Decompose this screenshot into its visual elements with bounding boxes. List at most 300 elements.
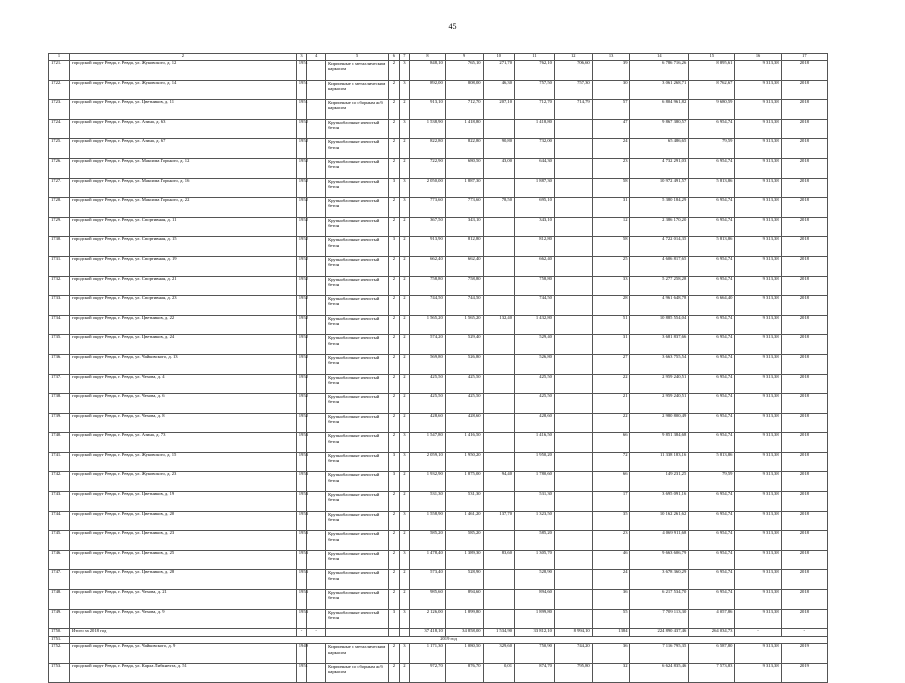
municipal-area-cell	[483, 492, 514, 512]
table-row	[49, 139, 828, 159]
plan-year-cell: 2018	[781, 119, 827, 139]
municipal-area-cell	[483, 413, 514, 433]
empty-cell	[307, 100, 326, 120]
unit-cost-cell: 6 954,74	[689, 590, 735, 610]
private-area-cell: 1 418,80	[515, 119, 555, 139]
floors-cell: 2	[389, 644, 399, 664]
column-number: 11	[515, 54, 555, 61]
row-number-cell: 1725.	[49, 139, 70, 159]
premises-area-cell: 425,50	[445, 394, 483, 414]
total-area-cell: 1 478,40	[410, 550, 446, 570]
unit-cost-cell: 7 573,83	[689, 663, 735, 683]
residents-cell: 66	[592, 433, 630, 453]
address-cell: городской округ Ревда, г. Ревда, ул. Чехова, д. 6	[69, 394, 296, 414]
unit-cost-cell: 6 954,74	[689, 354, 735, 374]
premises-area-cell: 894,60	[445, 590, 483, 610]
wall-material-cell: Крупноблочные ячеистый бетон	[326, 178, 389, 198]
build-year-cell: 1953	[296, 472, 306, 492]
municipal-area-cell: 1 534,90	[483, 629, 514, 637]
unit-cost-cell: 79,59	[689, 472, 735, 492]
floors-cell: 3	[389, 452, 399, 472]
empty-cell	[307, 511, 326, 531]
entrances-cell: 3	[399, 178, 409, 198]
address-cell: городской округ Ревда, г. Ревда, ул. Максима Горького, д. 12	[69, 158, 296, 178]
floors-cell: 2	[389, 413, 399, 433]
build-year-cell: 1952	[296, 119, 306, 139]
residents-cell: 31	[592, 335, 630, 355]
plan-year-cell: 2018	[781, 609, 827, 629]
premises-area-cell: 529,40	[445, 335, 483, 355]
floors-cell: 2	[389, 80, 399, 100]
build-year-cell: 1953	[296, 590, 306, 610]
table-row	[49, 80, 828, 100]
private-area-cell: 662,40	[515, 256, 555, 276]
repair-cost-cell: 6 804 961,82	[630, 100, 689, 120]
plan-year-cell: 2018	[781, 570, 827, 590]
municipal-area-cell: 0,01	[483, 663, 514, 683]
row-number-cell: 1741.	[49, 452, 70, 472]
total-area-cell: 367,50	[410, 217, 446, 237]
entrances-cell: 3	[399, 198, 409, 218]
entrances-cell: 3	[399, 452, 409, 472]
column-number: 13	[592, 54, 630, 61]
address-cell: городской округ Ревда, г. Ревда, ул. Цветников, д. 11	[69, 100, 296, 120]
max-cost-cell: 9 313,38	[735, 531, 781, 551]
municipal-area-cell: 46,30	[483, 80, 514, 100]
floors-cell: 2	[389, 590, 399, 610]
total-area-cell: 2 126,00	[410, 609, 446, 629]
entrances-cell: 2	[399, 139, 409, 159]
floors-cell: 2	[389, 570, 399, 590]
max-cost-cell: 9 313,38	[735, 61, 781, 81]
floors-cell: 2	[389, 139, 399, 159]
residents-cell: 58	[592, 178, 630, 198]
build-year-cell: 1952	[296, 413, 306, 433]
column-number: 10	[483, 54, 514, 61]
address-cell: городской округ Ревда, г. Ревда, ул. Чайковского, д. 9	[69, 644, 296, 664]
total-area-cell: 428,60	[410, 413, 446, 433]
unit-cost-cell: 8 895,61	[689, 61, 735, 81]
address-cell: городской округ Ревда, г. Ревда, ул. Чехова, д. 4	[69, 374, 296, 394]
premises-area-cell: 1 080,50	[445, 644, 483, 664]
address-cell: городской округ Ревда, г. Ревда, ул. Жуковского, д. 14	[69, 80, 296, 100]
total-area-cell: 585,20	[410, 531, 446, 551]
row-number-cell: 1736.	[49, 354, 70, 374]
unit-cost-cell: 6 954,74	[689, 374, 735, 394]
premises-area-cell: 1 899,80	[445, 609, 483, 629]
other-area-cell	[554, 590, 592, 610]
municipal-area-cell: 90,80	[483, 139, 514, 159]
address-cell: городской округ Ревда, г. Ревда, ул. Спортивная, д. 23	[69, 296, 296, 316]
residents-cell: 46	[592, 550, 630, 570]
address-cell: городской округ Ревда, г. Ревда, ул. Цветников, д. 23	[69, 531, 296, 551]
table-row	[49, 158, 828, 178]
repair-cost-cell: 65 486,65	[630, 139, 689, 159]
plan-year-cell: 2018	[781, 354, 827, 374]
empty-cell	[307, 354, 326, 374]
total-area-cell: 758,80	[410, 276, 446, 296]
table-row	[49, 374, 828, 394]
empty-cell	[307, 296, 326, 316]
row-number-cell: 1732.	[49, 276, 70, 296]
row-number-cell: 1722.	[49, 80, 70, 100]
build-year-cell: 1952	[296, 354, 306, 374]
unit-cost-cell: 5 813,86	[689, 237, 735, 257]
other-area-cell	[554, 276, 592, 296]
unit-cost-cell: 6 954,74	[689, 413, 735, 433]
municipal-area-cell	[483, 394, 514, 414]
row-number-cell: 1724.	[49, 119, 70, 139]
total-area-cell: 1 538,90	[410, 119, 446, 139]
plan-year-cell: 2018	[781, 492, 827, 512]
empty-cell	[307, 158, 326, 178]
premises-area-cell: 765,10	[445, 61, 483, 81]
address-cell: городской округ Ревда, г. Ревда, ул. Чехова, д. 21	[69, 590, 296, 610]
private-area-cell: 1 780,60	[515, 472, 555, 492]
plan-year-cell: 2018	[781, 394, 827, 414]
table-row	[49, 354, 828, 374]
total-area-cell: 744,50	[410, 296, 446, 316]
total-area-cell: 972,70	[410, 663, 446, 683]
address-cell: городской округ Ревда, г. Ревда, ул. Чехова, д. 8	[69, 413, 296, 433]
other-area-cell	[554, 158, 592, 178]
address-cell: городской округ Ревда, г. Ревда, ул. Спортивная, д. 15	[69, 237, 296, 257]
row-number-cell: 1740.	[49, 433, 70, 453]
wall-material-cell: Крупноблочные ячеистый бетон	[326, 590, 389, 610]
private-area-cell: 1 432,80	[515, 315, 555, 335]
private-area-cell: 1 887,30	[515, 178, 555, 198]
entrances-cell: 2	[399, 315, 409, 335]
floors-cell: 2	[389, 119, 399, 139]
build-year-cell: 1951	[296, 100, 306, 120]
wall-material-cell: Крупноблочные ячеистый бетон	[326, 511, 389, 531]
private-area-cell: 757,50	[515, 80, 555, 100]
entrances-cell: 3	[399, 61, 409, 81]
empty-cell	[307, 452, 326, 472]
unit-cost-cell: 6 954,74	[689, 511, 735, 531]
other-area-cell	[554, 492, 592, 512]
entrances-cell: 2	[399, 374, 409, 394]
row-number-cell: 1735.	[49, 335, 70, 355]
unit-cost-cell: 5 813,86	[689, 452, 735, 472]
municipal-area-cell	[483, 590, 514, 610]
floors-cell: 3	[389, 237, 399, 257]
address-cell: городской округ Ревда, г. Ревда, ул. Цветников, д. 22	[69, 315, 296, 335]
private-area-cell: 425,50	[515, 374, 555, 394]
repair-cost-cell: 3 681 837,66	[630, 335, 689, 355]
row-number-cell: 1737.	[49, 374, 70, 394]
entrances-cell: 2	[399, 354, 409, 374]
unit-cost-cell: 6 954,74	[689, 550, 735, 570]
floors-cell: 2	[389, 394, 399, 414]
unit-cost-cell: 6 587,80	[689, 644, 735, 664]
municipal-area-cell	[483, 256, 514, 276]
total-area-cell: 425,50	[410, 374, 446, 394]
address-cell: городской округ Ревда, г. Ревда, ул. Спортивная, д. 11	[69, 217, 296, 237]
entrances-cell: 2	[399, 663, 409, 683]
other-area-cell: 744,20	[554, 644, 592, 664]
residents-cell: 36	[592, 644, 630, 664]
table-row	[49, 570, 828, 590]
municipal-area-cell: 78,50	[483, 198, 514, 218]
plan-year-cell: 2018	[781, 198, 827, 218]
address-cell: городской округ Ревда, г. Ревда, ул. Максима Горького, д. 16	[69, 178, 296, 198]
address-cell: городской округ Ревда, г. Ревда, ул. Максима Горького, д. 22	[69, 198, 296, 218]
wall-material-cell: Крупноблочные ячеистый бетон	[326, 374, 389, 394]
total-row	[49, 629, 828, 637]
address-cell: городской округ Ревда, г. Ревда, ул. Жуковского, д. 23	[69, 472, 296, 492]
entrances-cell: 2	[399, 256, 409, 276]
column-number: 3	[296, 54, 306, 61]
repair-cost-cell: 4 069 911,68	[630, 531, 689, 551]
plan-year-cell: 2018	[781, 276, 827, 296]
max-cost-cell: 9 313,38	[735, 550, 781, 570]
build-year-cell: 1952	[296, 256, 306, 276]
plan-year-cell: 2018	[781, 590, 827, 610]
unit-cost-cell: 6 954,74	[689, 335, 735, 355]
unit-cost-cell: 6 954,74	[689, 433, 735, 453]
premises-area-cell: 773,60	[445, 198, 483, 218]
table-row	[49, 217, 828, 237]
row-number-cell: 1745.	[49, 531, 70, 551]
total-area-cell: 1 558,90	[410, 511, 446, 531]
table-row	[49, 335, 828, 355]
max-cost-cell: 9 313,38	[735, 663, 781, 683]
entrances-cell: 2	[399, 158, 409, 178]
column-number: 7	[399, 54, 409, 61]
address-cell: городской округ Ревда, г. Ревда, ул. Цветников, д. 19	[69, 492, 296, 512]
empty-cell	[307, 531, 326, 551]
row-number-cell: 1731.	[49, 256, 70, 276]
other-area-cell: 706,60	[554, 61, 592, 81]
repair-cost-cell: 6 217 534,70	[630, 590, 689, 610]
repair-cost-cell: 4 722 014,35	[630, 237, 689, 257]
plan-year-cell: 2018	[781, 237, 827, 257]
table-row	[49, 413, 828, 433]
max-cost-cell: 9 313,38	[735, 472, 781, 492]
column-number: 15	[689, 54, 735, 61]
unit-cost-cell: 5 813,86	[689, 178, 735, 198]
municipal-area-cell	[483, 570, 514, 590]
municipal-area-cell	[483, 119, 514, 139]
repair-cost-cell: 2 980 800,49	[630, 413, 689, 433]
address-cell: городской округ Ревда, г. Ревда, ул. Чехова, д. 9	[69, 609, 296, 629]
residents-cell: 24	[592, 570, 630, 590]
repair-cost-cell: 4 606 817,65	[630, 256, 689, 276]
empty-cell	[307, 119, 326, 139]
unit-cost-cell: 6 954,74	[689, 570, 735, 590]
total-area-cell: 1 547,80	[410, 433, 446, 453]
premises-area-cell: 526,80	[445, 354, 483, 374]
municipal-area-cell: 271,70	[483, 61, 514, 81]
unit-cost-cell: 6 954,74	[689, 276, 735, 296]
premises-area-cell: 876,70	[445, 663, 483, 683]
unit-cost-cell: 8 762,67	[689, 80, 735, 100]
other-area-cell	[554, 237, 592, 257]
page-number: 45	[448, 22, 457, 31]
repair-cost-cell: 10 885 554,04	[630, 315, 689, 335]
build-year-cell: 1952	[296, 315, 306, 335]
residents-cell: 24	[592, 139, 630, 159]
row-number-cell: 1726.	[49, 158, 70, 178]
private-area-cell: 712,70	[515, 100, 555, 120]
other-area-cell: 757,30	[554, 80, 592, 100]
column-number: 17	[781, 54, 827, 61]
build-year-cell: 1952	[296, 374, 306, 394]
wall-material-cell: Крупноблочные ячеистый бетон	[326, 217, 389, 237]
row-number-cell: 1742.	[49, 472, 70, 492]
plan-year-cell: 2018	[781, 178, 827, 198]
table-row	[49, 590, 828, 610]
municipal-area-cell	[483, 276, 514, 296]
column-number: 14	[630, 54, 689, 61]
empty-cell	[307, 335, 326, 355]
unit-cost-cell: 6 954,74	[689, 158, 735, 178]
wall-material-cell: Крупноблочные ячеистый бетон	[326, 413, 389, 433]
max-cost-cell: 9 313,38	[735, 644, 781, 664]
unit-cost-cell: 6 954,74	[689, 256, 735, 276]
plan-year-cell: 2018	[781, 335, 827, 355]
plan-year-cell: 2018	[781, 374, 827, 394]
other-area-cell	[554, 394, 592, 414]
municipal-area-cell	[483, 452, 514, 472]
other-area-cell	[554, 217, 592, 237]
unit-cost-cell: 6 954,74	[689, 531, 735, 551]
wall-material-cell: Крупноблочные ячеистый бетон	[326, 237, 389, 257]
residents-cell: 35	[592, 511, 630, 531]
wall-material-cell: Крупноблочные ячеистый бетон	[326, 315, 389, 335]
residents-cell: 72	[592, 452, 630, 472]
floors-cell: 3	[389, 609, 399, 629]
empty-cell	[307, 315, 326, 335]
total-area-cell: 573,40	[410, 570, 446, 590]
wall-material-cell: Крупноблочные ячеистый бетон	[326, 296, 389, 316]
private-area-cell: 695,10	[515, 198, 555, 218]
municipal-area-cell	[483, 609, 514, 629]
wall-material-cell: Крупноблочные ячеистый бетон	[326, 119, 389, 139]
premises-area-cell: 425,50	[445, 374, 483, 394]
wall-material-cell: Кирпичные с металлическим каркасом	[326, 644, 389, 664]
total-area-cell: 1 171,30	[410, 644, 446, 664]
repair-cost-cell: 3 061 268,71	[630, 80, 689, 100]
wall-material-cell: Крупноблочные ячеистый бетон	[326, 335, 389, 355]
residents-cell: 36	[592, 590, 630, 610]
dash-cell: -	[307, 629, 326, 637]
max-cost-cell: 9 313,38	[735, 296, 781, 316]
other-area-cell	[554, 374, 592, 394]
empty-cell	[307, 217, 326, 237]
max-cost-cell: 9 313,38	[735, 100, 781, 120]
build-year-cell: 1953	[296, 452, 306, 472]
repair-cost-cell: 10 162 261,62	[630, 511, 689, 531]
residents-cell: 58	[592, 237, 630, 257]
empty-cell	[307, 178, 326, 198]
repair-cost-cell: 2 386 170,20	[630, 217, 689, 237]
other-area-cell	[554, 256, 592, 276]
table-row	[49, 237, 828, 257]
row-number-cell: 1751.	[49, 636, 70, 644]
row-number-cell: 1747.	[49, 570, 70, 590]
max-cost-cell: 9 313,38	[735, 276, 781, 296]
residents-cell: 31	[592, 198, 630, 218]
empty-cell	[307, 433, 326, 453]
row-number-cell: 1730.	[49, 237, 70, 257]
residents-cell: 47	[592, 119, 630, 139]
entrances-cell: 2	[399, 472, 409, 492]
max-cost-cell: 9 313,38	[735, 335, 781, 355]
premises-area-cell: 812,80	[445, 237, 483, 257]
empty-cell	[307, 374, 326, 394]
repair-cost-cell: 9 663 606,79	[630, 550, 689, 570]
row-number-cell: 1729.	[49, 217, 70, 237]
max-cost-cell: 9 313,38	[735, 217, 781, 237]
private-area-cell: 1 950,20	[515, 452, 555, 472]
dash-cell: -	[296, 629, 306, 637]
other-area-cell	[554, 550, 592, 570]
municipal-area-cell	[483, 374, 514, 394]
table-row	[49, 61, 828, 81]
max-cost-cell: 9 313,38	[735, 511, 781, 531]
private-area-cell: 644,30	[515, 158, 555, 178]
municipal-area-cell: 207,10	[483, 100, 514, 120]
floors-cell: 2	[389, 61, 399, 81]
floors-cell: 2	[389, 198, 399, 218]
max-cost-cell: 9 313,38	[735, 374, 781, 394]
private-area-cell: 812,80	[515, 237, 555, 257]
residents-cell: 51	[592, 315, 630, 335]
max-cost-cell: 9 313,38	[735, 394, 781, 414]
total-area-cell: 574,20	[410, 335, 446, 355]
municipal-area-cell: 329,60	[483, 644, 514, 664]
table-row	[49, 644, 828, 664]
floors-cell: 2	[389, 511, 399, 531]
repair-cost-cell: 149 231,25	[630, 472, 689, 492]
address-cell: городской округ Ревда, г. Ревда, ул. Чайковского, д. 13	[69, 354, 296, 374]
unit-cost-cell: 6 954,74	[689, 217, 735, 237]
floors-cell: 2	[389, 256, 399, 276]
max-cost-cell: 9 313,38	[735, 119, 781, 139]
floors-cell: 2	[389, 217, 399, 237]
address-cell: городской округ Ревда, г. Ревда, ул. Азина, д. 63	[69, 119, 296, 139]
row-number-cell: 1723.	[49, 100, 70, 120]
municipal-area-cell	[483, 237, 514, 257]
plan-year-cell: 2018	[781, 139, 827, 159]
private-area-cell: 874,70	[515, 663, 555, 683]
plan-year-cell: 2018	[781, 433, 827, 453]
row-number-cell: 1739.	[49, 413, 70, 433]
total-area-cell: 37 418,10	[410, 629, 446, 637]
table-row	[49, 198, 828, 218]
build-year-cell: 1952	[296, 394, 306, 414]
row-number-cell: 1748.	[49, 590, 70, 610]
row-number-cell: 1744.	[49, 511, 70, 531]
max-cost-cell: 9 313,38	[735, 315, 781, 335]
other-area-cell: 8 994,10	[554, 629, 592, 637]
unit-cost-cell: 79,59	[689, 139, 735, 159]
floors-cell: 2	[389, 276, 399, 296]
floors-cell: 3	[389, 472, 399, 492]
residents-cell: 12	[592, 217, 630, 237]
repair-cost-cell: 6 624 835,46	[630, 663, 689, 683]
row-number-cell: 1746.	[49, 550, 70, 570]
total-area-cell: 2 050,00	[410, 178, 446, 198]
other-area-cell: 795,80	[554, 663, 592, 683]
empty-cell	[307, 276, 326, 296]
row-number-cell: 1750.	[49, 629, 70, 637]
wall-material-cell: Крупноблочные ячеистый бетон	[326, 531, 389, 551]
floors-cell: 2	[389, 550, 399, 570]
residents-cell: 27	[592, 354, 630, 374]
